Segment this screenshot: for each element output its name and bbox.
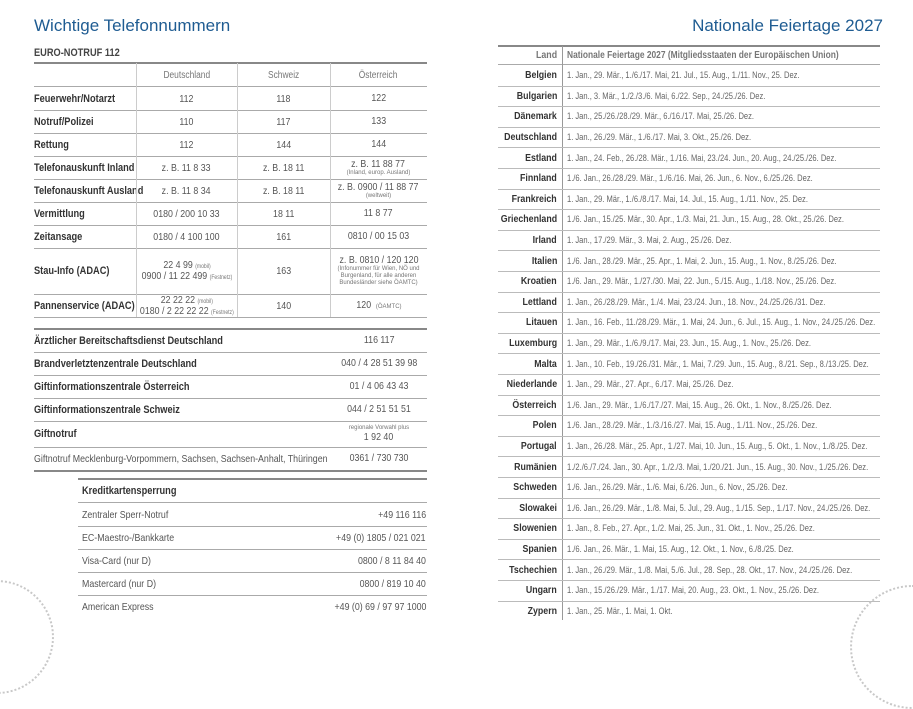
country-label-text: Tschechien (509, 563, 557, 576)
service-label (34, 352, 324, 375)
value-de (136, 248, 237, 294)
holiday-dates (567, 65, 844, 86)
country-label (457, 250, 557, 271)
value-at-wrap (355, 300, 401, 311)
de-line-2 (140, 306, 234, 317)
holiday-dates (567, 333, 858, 354)
holiday-dates-text: 1. Jan., 24. Feb., 26./28. Mär., 1./16. Mai, 23./24. Jun., 20. Aug., 24./25./26. Dez. (567, 152, 837, 163)
holiday-subtitle: (Mitgliedsstaaten der Europäischen Union) (667, 49, 839, 61)
country-label (457, 106, 557, 127)
value-at-text: z. B. 11 88 77 (351, 157, 406, 170)
holiday-dates (567, 292, 875, 313)
right-page-title: Nationale Feiertage 2027 (692, 16, 883, 35)
country-label (457, 601, 557, 622)
value-at-text: 144 (371, 138, 386, 150)
country-label (457, 559, 557, 580)
row-rule (34, 317, 427, 318)
service-label (34, 421, 324, 447)
service-label-text: Giftnotruf (34, 428, 77, 440)
country-label (457, 374, 557, 395)
country-label-text: Lettland (522, 295, 557, 308)
row-label (34, 225, 136, 248)
country-label-text: Dänemark (514, 110, 557, 123)
holiday-dates-text: 1. Jan., 17./29. Mär., 3. Mai, 2. Aug., 25./26. Dez. (567, 235, 732, 246)
credit-label-text: Zentraler Sperr-Notruf (82, 508, 169, 521)
country-label (457, 436, 557, 457)
service-number (361, 335, 397, 346)
country-label (457, 127, 557, 148)
credit-value (300, 503, 426, 526)
service-value (328, 352, 430, 375)
holiday-dates-text: 1. Jan., 26./29. Mär., 1./8. Mai, 5./6. Jul., 28. Sep., 28. Okt., 17. Nov., 24./25./26. Dez. (567, 564, 853, 575)
credit-value-text: +49 (0) 69 / 97 97 1000 (334, 600, 426, 613)
column-divider (330, 63, 331, 317)
country-label (457, 580, 557, 601)
value-de-text: 0180 / 200 10 33 (153, 207, 220, 220)
service-value-wrap (349, 425, 409, 443)
value-ch (237, 202, 330, 225)
value-ch (237, 179, 330, 202)
value-at-wrap (332, 255, 426, 287)
country-label-text: Spanien (522, 543, 557, 556)
row-label-text: Feuerwehr/Notarzt (34, 92, 116, 105)
credit-value (300, 549, 426, 572)
value-ch-text: z. B. 18 11 (262, 161, 305, 174)
at-note: (ÖAMTC) (375, 304, 402, 310)
value-at (330, 110, 427, 133)
value-ch-text: 161 (276, 230, 291, 243)
value-de-text: 0180 / 4 100 100 (153, 230, 220, 243)
row-label (34, 133, 136, 156)
value-at-text: 133 (371, 115, 386, 127)
service-label-text: Giftinformationszentrale Schweiz (34, 403, 180, 416)
service-value-text: 0361 / 730 730 (349, 452, 409, 464)
holiday-dates (567, 477, 829, 498)
holiday-dates-text: 1./6. Jan., 26./29. Mär., 1./6. Mai, 6./26. Jun., 6. Nov., 25./26. Dez. (567, 482, 788, 493)
holiday-dates-text: 1./6. Jan., 15./25. Mär., 30. Apr., 1./3. Mai, 21. Jun., 15. Aug., 28. Okt., 25./26. Dez. (567, 214, 844, 225)
holiday-dates (567, 353, 913, 374)
holiday-dates-text: 1./6. Jan., 29. Mär., 1./27./30. Mai, 22. Jun., 5./15. Aug., 1./18. Nov., 25./26. Dez. (567, 276, 837, 287)
country-label (457, 498, 557, 519)
holiday-dates-text: 1./6. Jan., 26. Mär., 1. Mai, 15. Aug., 12. Okt., 1. Nov., 6./8./25. Dez. (567, 544, 794, 555)
service-value-text: 1 92 40 (364, 431, 394, 443)
value-ch-text: 140 (276, 299, 291, 312)
credit-value-text: +49 (0) 1805 / 021 021 (336, 531, 426, 544)
holiday-dates-text: 1. Jan., 26./28. Mär., 25. Apr., 1./27. Mai, 10. Jun., 15. Aug., 5. Okt., 1. Nov., 1./8./25. Dez. (567, 441, 868, 452)
value-at-wrap (330, 182, 426, 200)
service-value (328, 375, 430, 398)
holiday-dates-text: 1. Jan., 26./28./29. Mär., 1./4. Mai, 23./24. Jun., 18. Nov., 24./25./26./31. Dez. (567, 296, 826, 307)
value-at-text: 0810 / 00 15 03 (347, 230, 410, 242)
value-ch (237, 87, 330, 110)
holiday-dates (567, 436, 913, 457)
country-label-text: Finnland (520, 172, 557, 185)
country-label (457, 168, 557, 189)
country-label (457, 209, 557, 230)
service-label-text: Giftinformationszentrale Österreich (34, 380, 190, 393)
value-at (330, 248, 427, 294)
row-label (34, 156, 136, 179)
column-header-text: Österreich (359, 69, 398, 81)
holiday-dates (567, 189, 854, 210)
country-label-text: Griechenland (500, 213, 557, 226)
holiday-dates-text: 1. Jan., 29. Mär., 1./6./17. Mai, 21. Jul., 15. Aug., 1./11. Nov., 25. Dez. (567, 70, 800, 81)
value-ch (237, 110, 330, 133)
row-label (34, 202, 136, 225)
country-label-text: Portugal (521, 440, 557, 453)
holiday-dates (567, 86, 803, 107)
country-label-text: Slowakei (519, 501, 557, 514)
at-main (370, 139, 388, 150)
service-value-wrap (341, 404, 417, 415)
value-ch (237, 248, 330, 294)
holiday-dates-text: 1. Jan., 29. Mär., 27. Apr., 6./17. Mai, 25./26. Dez. (567, 379, 734, 390)
value-de-text: z. B. 11 8 34 (162, 184, 211, 197)
de-number: 0900 / 11 22 499 (141, 270, 207, 282)
land-header-text: Land (535, 49, 557, 61)
holiday-dates (567, 395, 882, 416)
service-value-wrap (361, 335, 397, 346)
de-line-2 (141, 271, 232, 282)
service-value-wrap (344, 453, 414, 464)
holiday-dates-text: 1. Jan., 8. Feb., 27. Apr., 1./2. Mai, 25. Jun., 31. Okt., 1. Nov., 25./26. Dez. (567, 523, 815, 534)
holiday-dates (567, 456, 913, 477)
country-label-text: Österreich (512, 398, 557, 411)
country-label-text: Litauen (525, 316, 557, 329)
credit-header-text: Kreditkartensperrung (82, 485, 177, 497)
row-label-text: Telefonauskunft Ausland (34, 184, 144, 197)
holiday-dates-text: 1. Jan., 25./26./28./29. Mär., 6./16./17. Mai, 25./26. Dez. (567, 111, 755, 122)
holiday-column-header-wrap (567, 50, 839, 61)
at-main (346, 159, 410, 170)
value-de (136, 133, 237, 156)
column-divider (136, 63, 137, 317)
decorative-circle-right (850, 585, 913, 709)
holiday-dates (567, 168, 860, 189)
country-label (457, 230, 557, 251)
at-main (330, 182, 426, 193)
decorative-circle-left (0, 580, 54, 694)
credit-label-text: Mastercard (nur D) (82, 577, 157, 590)
service-value-text: 01 / 4 06 43 43 (349, 380, 409, 392)
value-de (136, 225, 237, 248)
value-ch (237, 294, 330, 317)
country-label (457, 312, 557, 333)
credit-label (82, 549, 282, 572)
holiday-dates (567, 601, 693, 622)
value-at (330, 87, 427, 110)
country-label (457, 333, 557, 354)
value-de-multi (140, 295, 234, 317)
value-ch-text: 118 (276, 92, 291, 105)
holiday-dates-text: 1. Jan., 3. Mär., 1./2./3./6. Mai, 6./22. Sep., 24./25./26. Dez. (567, 90, 766, 101)
value-de (136, 294, 237, 317)
at-main (370, 116, 388, 127)
service-value-text: 040 / 4 28 51 39 98 (340, 357, 418, 369)
country-label (457, 456, 557, 477)
at-note: (Infonummer für Wien, NÖ und Burgenland, für alle anderen Bundesländer siehe ÖAMTC) (337, 266, 420, 286)
holiday-dates (567, 539, 837, 560)
value-ch-text: 117 (276, 115, 291, 128)
row-label (34, 294, 136, 317)
column-header-1 (237, 64, 330, 86)
de-number: 22 22 22 (160, 293, 195, 306)
holiday-dates (567, 580, 867, 601)
holiday-dates-text: 1./2./6./7./24. Jan., 30. Apr., 1./2./3. Mai, 1./20./21. Jun., 15. Aug., 30. Nov., 1./25./26. Dez. (567, 461, 869, 472)
holiday-dates (567, 559, 907, 580)
country-label (457, 415, 557, 436)
service-number (341, 404, 417, 415)
country-label-text: Polen (532, 419, 557, 432)
country-label (457, 518, 557, 539)
holiday-dates-text: 1. Jan., 29. Mär., 1./6./9./17. Mai, 23. Jun., 15. Aug., 1. Nov., 25./26. Dez. (567, 338, 812, 349)
value-at (330, 225, 427, 248)
holiday-dates (567, 127, 786, 148)
holiday-dates (567, 271, 888, 292)
value-at-text: z. B. 0810 / 120 120 (339, 254, 418, 266)
value-at-text: 11 8 77 (364, 207, 393, 219)
at-note: (weltweit) (365, 192, 392, 199)
row-label (34, 110, 136, 133)
value-at (330, 133, 427, 156)
service-value-wrap (334, 358, 425, 369)
column-header-0 (136, 64, 237, 86)
value-at-wrap (370, 93, 388, 104)
value-at-wrap (342, 231, 415, 242)
service-label-text: Ärztlicher Bereitschaftsdienst Deutschland (34, 334, 223, 347)
service-label-text: Brandverletztenzentrale Deutschland (34, 357, 197, 370)
row-label (34, 87, 136, 110)
credit-value-text: 0800 / 819 10 40 (359, 577, 426, 590)
service-number (334, 358, 425, 369)
country-label (457, 65, 557, 86)
at-main (370, 93, 388, 104)
value-ch-text: 163 (276, 265, 291, 277)
euro-notruf-header: EURO-NOTRUF 112 (34, 47, 120, 59)
country-label-text: Frankreich (511, 192, 557, 205)
at-main (342, 231, 415, 242)
holiday-dates (567, 312, 913, 333)
at-main (355, 300, 401, 311)
holiday-dates-text: 1. Jan., 10. Feb., 19./26./31. Mär., 1. Mai, 7./29. Jun., 15. Aug., 8./21. Sep., 8./13./25. Dez. (567, 358, 869, 369)
at-note: (Inland, europ. Ausland) (346, 169, 411, 176)
de-note: (mobil) (194, 264, 211, 270)
row-label-text: Zeitansage (34, 230, 83, 243)
value-de (136, 179, 237, 202)
credit-value-text: +49 116 116 (378, 508, 426, 521)
holiday-dates (567, 374, 765, 395)
country-label (457, 292, 557, 313)
country-label-text: Italien (531, 254, 557, 267)
value-de-text: z. B. 11 8 33 (162, 161, 211, 174)
credit-label (82, 526, 282, 549)
holiday-dates (567, 209, 897, 230)
service-value (328, 329, 430, 352)
row-label (34, 179, 144, 202)
service-number (344, 453, 414, 464)
credit-label (82, 503, 282, 526)
at-main (332, 255, 426, 266)
holiday-dates (567, 230, 763, 251)
country-label-text: Estland (525, 151, 557, 164)
credit-label (82, 572, 282, 595)
value-at-wrap (370, 116, 388, 127)
country-label (457, 539, 557, 560)
credit-label (82, 595, 282, 618)
country-label (457, 395, 557, 416)
holiday-dates (567, 250, 888, 271)
value-ch-text: z. B. 18 11 (262, 184, 305, 197)
value-ch (237, 225, 330, 248)
column-header-2 (330, 64, 427, 86)
country-label-text: Ungarn (526, 584, 557, 597)
country-label-text: Schweden (513, 481, 557, 494)
service-value (328, 421, 430, 447)
holiday-dates-text: 1./6. Jan., 29. Mär., 1./6./17./27. Mai, 15. Aug., 26. Okt., 1. Nov., 8./25./26. Dez. (567, 399, 832, 410)
value-de-multi (141, 260, 232, 282)
value-ch-text: 144 (276, 138, 291, 151)
service-label (34, 398, 324, 421)
country-label-text: Bulgarien (516, 89, 557, 102)
de-note: (Festnetz) (210, 309, 234, 316)
left-page-title: Wichtige Telefonnummern (34, 16, 231, 35)
holiday-dates-text: 1. Jan., 15./26./29. Mär., 1./17. Mai, 20. Aug., 23. Okt., 1. Nov., 25./26. Dez. (567, 585, 819, 596)
value-de (136, 156, 237, 179)
value-at-text: z. B. 0900 / 11 88 77 (338, 180, 419, 193)
de-note: (Festnetz) (209, 275, 232, 281)
de-note: (mobil) (197, 298, 213, 305)
country-label-text: Rumänien (514, 460, 557, 473)
credit-value-text: 0800 / 8 11 84 40 (357, 554, 426, 567)
holiday-title: Nationale Feiertage 2027 (567, 49, 666, 61)
holiday-dates (567, 147, 888, 168)
country-label (457, 147, 557, 168)
country-label-text: Kroatien (521, 275, 557, 288)
holiday-dates-text: 1./6. Jan., 26./28./29. Mär., 1./6./16. Mai, 26. Jun., 6. Nov., 6./25./26. Dez. (567, 173, 813, 184)
at-main (361, 208, 395, 219)
service-value-text: 044 / 2 51 51 51 (347, 403, 411, 415)
holiday-dates (567, 498, 913, 519)
column-divider (237, 63, 238, 317)
value-de (136, 202, 237, 225)
row-label-text: Telefonauskunft Inland (34, 161, 135, 174)
holiday-column-header (567, 46, 890, 64)
column-header-text: Schweiz (267, 69, 300, 81)
holiday-dates-text: 1./6. Jan., 28./29. Mär., 25. Apr., 1. Mai, 2. Jun., 15. Aug., 1. Nov., 8./25./26. Dez. (567, 255, 837, 266)
holiday-dates (567, 415, 865, 436)
service-number (344, 381, 414, 392)
country-label-text: Luxemburg (508, 337, 557, 350)
holiday-dates-text: 1. Jan., 29. Mär., 1./6./8./17. Mai, 14. Jul., 15. Aug., 1./11. Nov., 25. Dez. (567, 193, 808, 204)
service-value-text: 116 117 (363, 334, 395, 346)
de-number: 0180 / 2 22 22 22 (139, 304, 209, 317)
country-label-text: Zypern (527, 604, 557, 617)
row-label (34, 248, 136, 294)
value-de (136, 87, 237, 110)
service-note: regionale Vorwahl plus (348, 425, 410, 431)
value-ch-text: 18 11 (272, 207, 295, 220)
row-label-text: Stau-Info (ADAC) (34, 265, 110, 277)
service-rule (34, 470, 427, 472)
service-value (328, 447, 430, 470)
service-value-wrap (344, 381, 414, 392)
value-de-text: 112 (179, 92, 194, 105)
value-at (330, 179, 427, 202)
value-at-wrap (370, 139, 388, 150)
de-number: 22 4 99 (162, 259, 193, 271)
credit-label-text: American Express (82, 600, 154, 613)
value-at-wrap (346, 159, 410, 177)
value-ch (237, 133, 330, 156)
value-at (330, 156, 427, 179)
holiday-dates-text: 1. Jan., 26./29. Mär., 1./6./17. Mai, 3. Okt., 25./26. Dez. (567, 132, 752, 143)
holiday-dates (567, 518, 862, 539)
country-label-text: Belgien (525, 69, 557, 82)
country-label-text: Slowenien (513, 522, 557, 535)
service-number (361, 432, 396, 443)
value-ch (237, 156, 330, 179)
country-label (457, 189, 557, 210)
country-label-text: Irland (532, 234, 557, 247)
value-at-text: 120 (356, 299, 372, 311)
service-label (34, 329, 324, 352)
holiday-dates-text: 1./6. Jan., 28./29. Mär., 1./3./16./27. Mai, 15. Aug., 1./11. Nov., 25./26. Dez. (567, 420, 818, 431)
value-at (330, 294, 427, 317)
holiday-dates (567, 106, 790, 127)
country-label-text: Deutschland (504, 131, 557, 144)
value-at-wrap (361, 208, 395, 219)
country-label-text: Niederlande (506, 378, 557, 391)
credit-label-text: EC-Maestro-/Bankkarte (82, 531, 175, 544)
row-label-text: Vermittlung (34, 207, 85, 220)
country-label (457, 86, 557, 107)
value-at-text: 122 (371, 92, 386, 104)
service-label-text: Giftnotruf Mecklenburg-Vorpommern, Sachsen, Sachsen-Anhalt, Thüringen (34, 452, 328, 465)
credit-value (300, 572, 426, 595)
service-label (34, 375, 324, 398)
credit-label-text: Visa-Card (nur D) (82, 554, 151, 567)
row-label-text: Notruf/Polizei (34, 115, 94, 128)
credit-header (82, 480, 282, 502)
value-de-text: 112 (179, 138, 194, 151)
land-header (487, 46, 557, 64)
column-header-text: Deutschland (163, 69, 210, 81)
holiday-dates-text: 1. Jan., 16. Feb., 11./28./29. Mär., 1. Mai, 24. Jun., 6. Jul., 15. Aug., 1. Nov., 24./25./26. Dez. (567, 317, 876, 328)
value-de-text: 110 (179, 115, 194, 128)
credit-value (300, 595, 426, 618)
holiday-dates-text: 1. Jan., 25. Mär., 1. Mai, 1. Okt. (567, 605, 673, 616)
country-label-text: Malta (534, 357, 557, 370)
country-label (457, 271, 557, 292)
service-label (34, 447, 328, 470)
value-at (330, 202, 427, 225)
row-label-text: Rettung (34, 138, 69, 151)
row-label-text: Pannenservice (ADAC) (34, 299, 135, 312)
service-value (328, 398, 430, 421)
value-de (136, 110, 237, 133)
country-label (457, 353, 557, 374)
country-label (457, 477, 557, 498)
holiday-dates-text: 1./6. Jan., 26./29. Mär., 1./8. Mai, 5. Jul., 29. Aug., 1./15. Sep., 1./17. Nov., 24./25./26. Dez. (567, 502, 871, 513)
credit-value (300, 526, 426, 549)
